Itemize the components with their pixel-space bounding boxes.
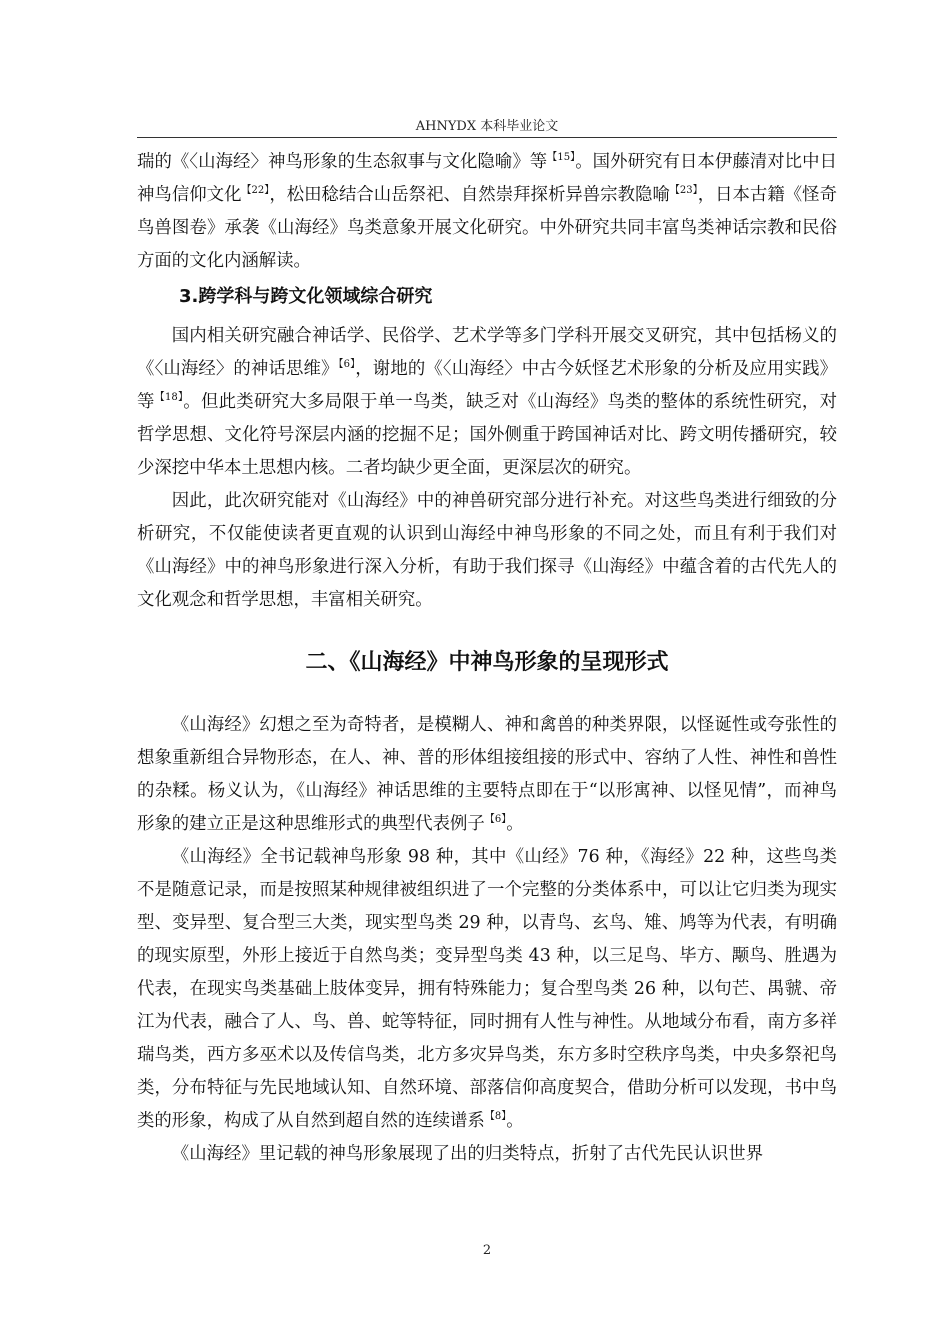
text-run: 《山海经》全书记载神鸟形象 98 种，其中《山经》76 种，《海经》22 种，这些鸟类不是随意记录，而是按照某种规律被组织进了一个完整的分类体系中，可以让它归类为现实型、变异型、复合型三大类，现实型鸟类 29 种，以青鸟、玄鸟、雉、鸠等为代表，有明确的现实原型，外形上接近于自然鸟类；变异型鸟类 43 种，以三足鸟、毕方、颙鸟、胜遇为代表，在现实鸟类基础上肢体变异，拥有特殊能力；复合型鸟类 26 种，以句芒、禺虢、帝江为代表，融合了人、鸟、兽、蛇等特征，同时拥有人性与神性。从地域分布看，南方多祥瑞鸟类，西方多巫术以及传信鸟类，北方多灾异鸟类，东方多时空秩序鸟类，中央多祭祀鸟类，分布特征与先民地域认知、自然环境、部落信仰高度契合，借助分析可以发现，书中鸟类的形象，构成了从自然到超自然的连续谱系 (137, 847, 837, 1131)
citation-ref: 【22】 (241, 185, 270, 196)
page-body (137, 146, 837, 1171)
citation-ref: 【18】 (154, 392, 184, 403)
text-run: 。但此类研究大多局限于单一鸟类，缺乏对《山海经》鸟类的整体的系统性研究，对哲学思想、文化符号深层内涵的挖掘不足；国外侧重于跨国神话对比、跨文明传播研究，较少深挖中华本土思想内核。二者均缺少更全面，更深层次的研究。 (137, 392, 837, 478)
citation-ref: 【15】 (547, 152, 576, 163)
citation-ref: 【6】 (338, 359, 356, 370)
text-run: 。 (506, 1111, 524, 1131)
citation-ref: 【6】 (484, 814, 507, 825)
paragraph-interdisciplinary (137, 320, 837, 485)
paragraph-research-significance: 因此，此次研究能对《山海经》中的神兽研究部分进行补充。对这些鸟类进行细致的分析研究，不仅能使读者更直观的认识到山海经中神鸟形象的不同之处，而且有利于我们对《山海经》中的神鸟形象进行深入分析，有助于我们探寻《山海经》中蕴含着的古代先人的文化观念和哲学思想，丰富相关研究。 (137, 491, 837, 610)
paragraph-mythic-thinking (137, 709, 837, 841)
paragraph-classification-traits: 《山海经》里记载的神鸟形象展现了出的归类特点，折射了古代先民认识世界 (171, 1144, 764, 1164)
running-header: AHNYDX 本科毕业论文 (415, 119, 559, 134)
paragraph-foreign-research (137, 146, 837, 278)
citation-ref: 【8】 (484, 1111, 507, 1122)
paragraph-bird-classification (137, 841, 837, 1138)
text-run: 国内相关研究融合神话学、民俗学、艺术学等多门学科开展交叉研究，其中包括杨义的《〈山海经〉的神话思维》 (137, 326, 837, 379)
text-run: 瑞的《〈山海经〉神鸟形象的生态叙事与文化隐喻》等 (137, 152, 548, 172)
text-run: 《山海经》幻想之至为奇特者，是模糊人、神和禽兽的种类界限，以怪诞性或夸张性的想象重新组合异物形态，在人、神、普的形体组接组接的形式中、容纳了人性、神性和兽性的杂糅。杨义认为，《山海经》神话思维的主要特点即在于“以形寓神、以怪见情”，而神鸟形象的建立正是这种思维形式的典型代表例子 (137, 715, 837, 834)
text-run: 。 (506, 814, 524, 834)
section-heading: 二、《山海经》中神鸟形象的呈现形式 (305, 650, 669, 675)
text-run: ，日本古籍《怪奇鸟兽图卷》承袭《山海经》鸟类意象开展文化研究。中外研究共同丰富鸟类神话宗教和民俗方面的文化内涵解读。 (137, 185, 837, 271)
citation-ref: 【23】 (669, 185, 698, 196)
text-run: ，松田稔结合山岳祭祀、自然崇拜探析异兽宗教隐喻 (269, 185, 670, 205)
text-run: ，谢地的《〈山海经〉中古今妖怪艺术形象的分析及应用实践》等 (137, 359, 837, 412)
text-run: 。国外研究有日本伊藤清对比中日神鸟信仰文化 (137, 152, 837, 205)
header-rule (137, 137, 837, 138)
subsection-heading: 3.跨学科与跨文化领域综合研究 (179, 286, 433, 307)
page-number: 2 (482, 1243, 492, 1258)
